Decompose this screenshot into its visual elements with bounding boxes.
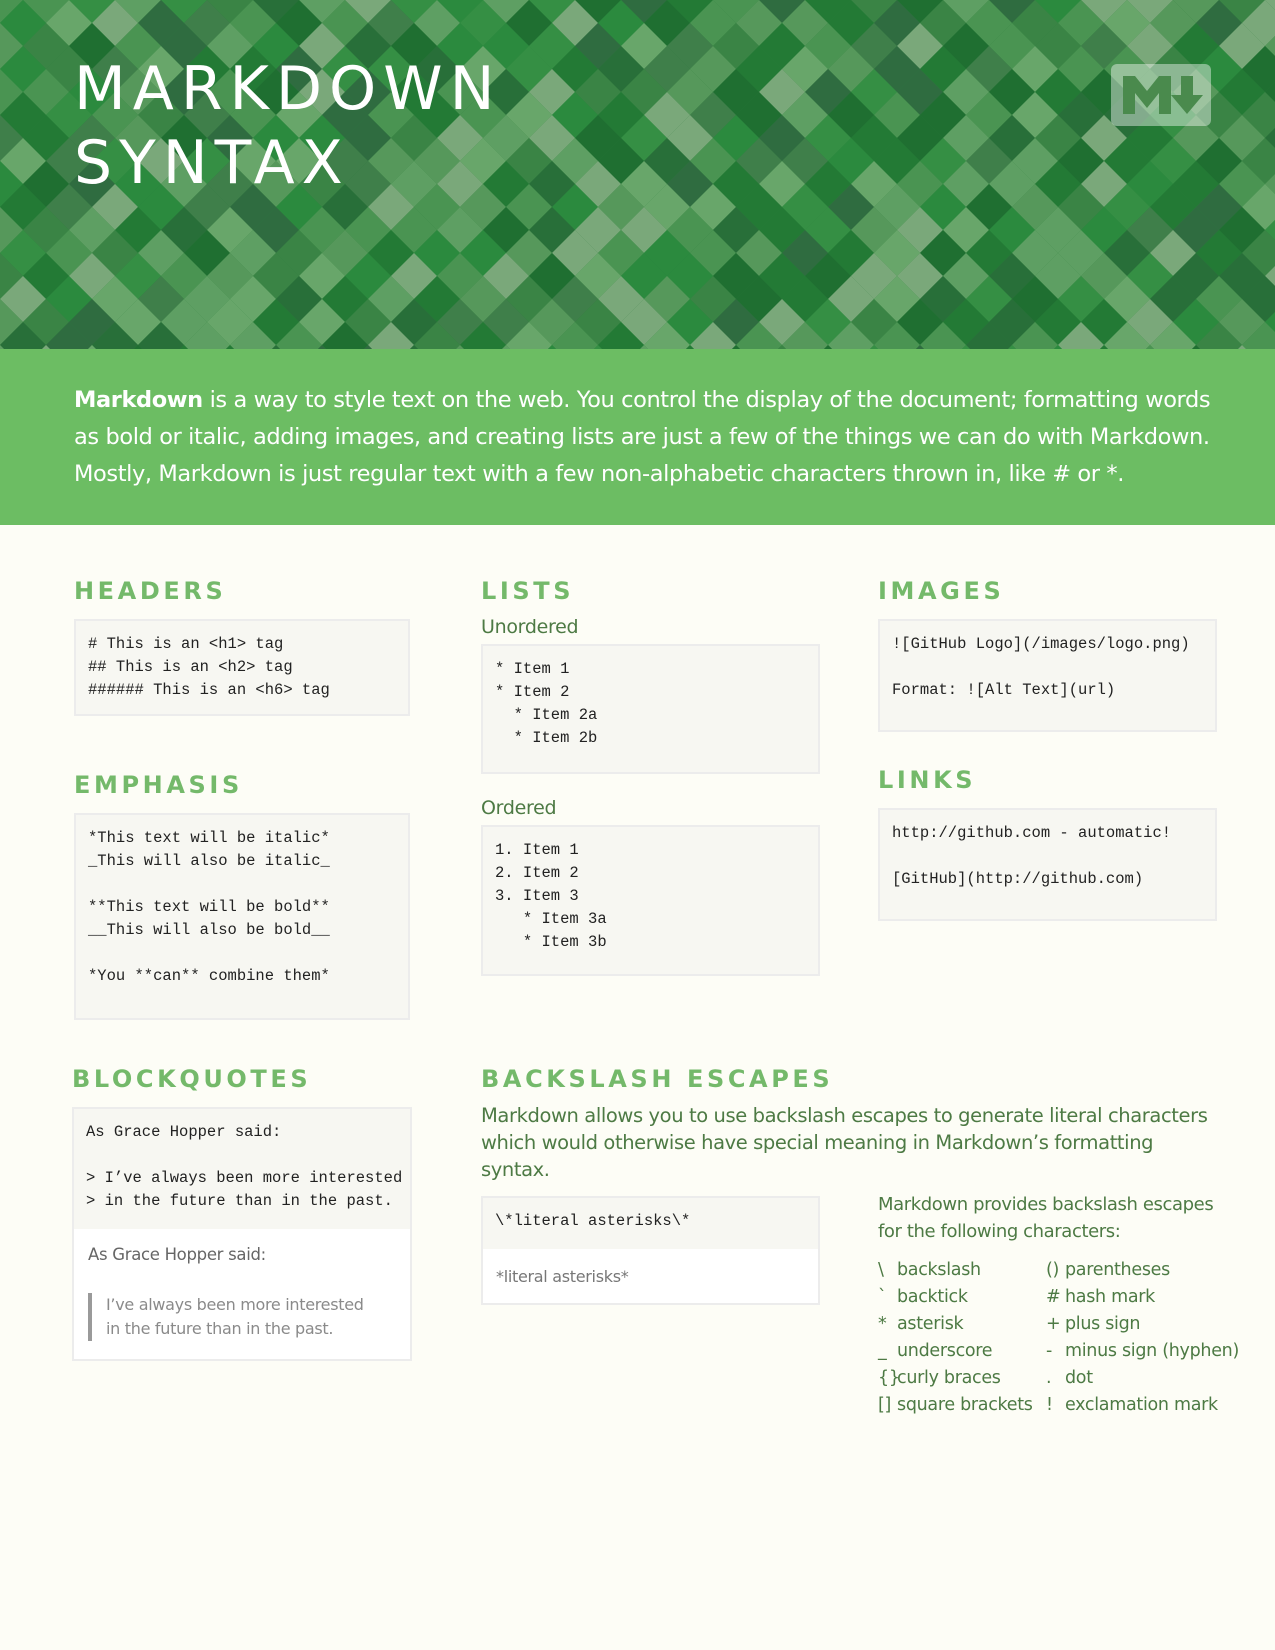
escape-name: dot xyxy=(1065,1368,1093,1388)
escape-symbol: {} xyxy=(878,1368,900,1388)
escape-symbol: _ xyxy=(878,1341,887,1361)
escape-symbol: - xyxy=(1046,1341,1053,1361)
images-code-block: ![GitHub Logo](/images/logo.png) Format: ![Alt Text](url) xyxy=(878,619,1217,732)
escape-symbol: # xyxy=(1046,1287,1061,1307)
lists-unordered-label: Unordered xyxy=(481,616,579,638)
blockquotes-rendered xyxy=(72,1229,412,1361)
intro-paragraph xyxy=(74,382,1214,493)
links-code-block: http://github.com - automatic! [GitHub](http://github.com) xyxy=(878,808,1217,921)
markdown-logo-icon xyxy=(1111,64,1211,126)
escape-symbol: ` xyxy=(878,1287,887,1307)
blockquotes-heading: BLOCKQUOTES xyxy=(72,1065,312,1093)
escapes-description: Markdown allows you to use backslash escapes to generate literal characters which would otherwise have special meaning in Markdown’s formatting syntax. xyxy=(481,1104,1208,1181)
escape-name: asterisk xyxy=(897,1314,964,1334)
blockquotes-code-block: As Grace Hopper said: > I’ve always been more interested > in the future than in the past. xyxy=(72,1107,412,1231)
headers-code-block: # This is an <h1> tag ## This is an <h2> tag ###### This is an <h6> tag xyxy=(74,619,410,716)
escapes-provides-text: Markdown provides backslash escapes for the following characters: xyxy=(878,1194,1214,1242)
escapes-rendered-text: *literal asterisks* xyxy=(496,1267,629,1286)
blockquote-line2: in the future than in the past. xyxy=(106,1319,334,1338)
escape-characters-table xyxy=(878,1260,1239,1430)
emphasis-code-block: *This text will be italic* _This will also be italic_ **This text will be bold** __This will also be bold__ *You **can** combine them* xyxy=(74,813,410,1020)
intro-bold-word: Markdown xyxy=(74,387,203,413)
intro-text: is a way to style text on the web. You control the display of the document; formatting words as bold or italic, adding images, and creating lists are just a few of the things we can do with Markdown. Mostly, Markdown is just regular text with a few non-alphabetic characters thrown in, like # or *. xyxy=(74,387,1211,487)
lists-ordered-label: Ordered xyxy=(481,797,557,819)
escapes-rendered xyxy=(481,1249,820,1305)
emphasis-heading: EMPHASIS xyxy=(74,771,243,799)
lists-heading: LISTS xyxy=(481,577,575,605)
escape-name: plus sign xyxy=(1065,1314,1141,1334)
page-title-line1: MARKDOWN xyxy=(74,54,502,124)
lists-ordered-code-block: 1. Item 1 2. Item 2 3. Item 3 * Item 3a * Item 3b xyxy=(481,825,820,976)
lists-unordered-code-block: * Item 1 * Item 2 * Item 2a * Item 2b xyxy=(481,644,820,774)
blockquote-intro-text: As Grace Hopper said: xyxy=(88,1245,266,1264)
escape-name: curly braces xyxy=(897,1368,1001,1388)
escape-name: square brackets xyxy=(897,1395,1033,1415)
hero-banner xyxy=(0,0,1275,349)
escape-symbol: () xyxy=(1046,1260,1060,1280)
escape-name: exclamation mark xyxy=(1065,1395,1218,1415)
links-heading: LINKS xyxy=(878,766,977,794)
escape-name: parentheses xyxy=(1065,1260,1170,1280)
escape-symbol: + xyxy=(1046,1314,1061,1334)
intro-band xyxy=(0,349,1275,525)
escape-name: backtick xyxy=(897,1287,968,1307)
blockquote-line1: I’ve always been more interested xyxy=(106,1295,364,1314)
escape-symbol: * xyxy=(878,1314,887,1334)
page-title-line2: SYNTAX xyxy=(74,128,350,198)
escape-name: minus sign (hyphen) xyxy=(1065,1341,1239,1361)
escape-name: underscore xyxy=(897,1341,993,1361)
page-title xyxy=(74,52,501,200)
images-heading: IMAGES xyxy=(878,577,1005,605)
escape-symbol: \ xyxy=(878,1260,884,1280)
escape-name: backslash xyxy=(897,1260,981,1280)
blockquote xyxy=(88,1293,364,1341)
escapes-heading: BACKSLASH ESCAPES xyxy=(481,1065,834,1093)
escapes-code-block: \*literal asterisks\* xyxy=(481,1196,820,1251)
escape-symbol: [] xyxy=(878,1395,892,1415)
headers-heading: HEADERS xyxy=(74,577,227,605)
escape-name: hash mark xyxy=(1065,1287,1155,1307)
escape-symbol: ! xyxy=(1046,1395,1053,1415)
escape-symbol: . xyxy=(1046,1368,1052,1388)
